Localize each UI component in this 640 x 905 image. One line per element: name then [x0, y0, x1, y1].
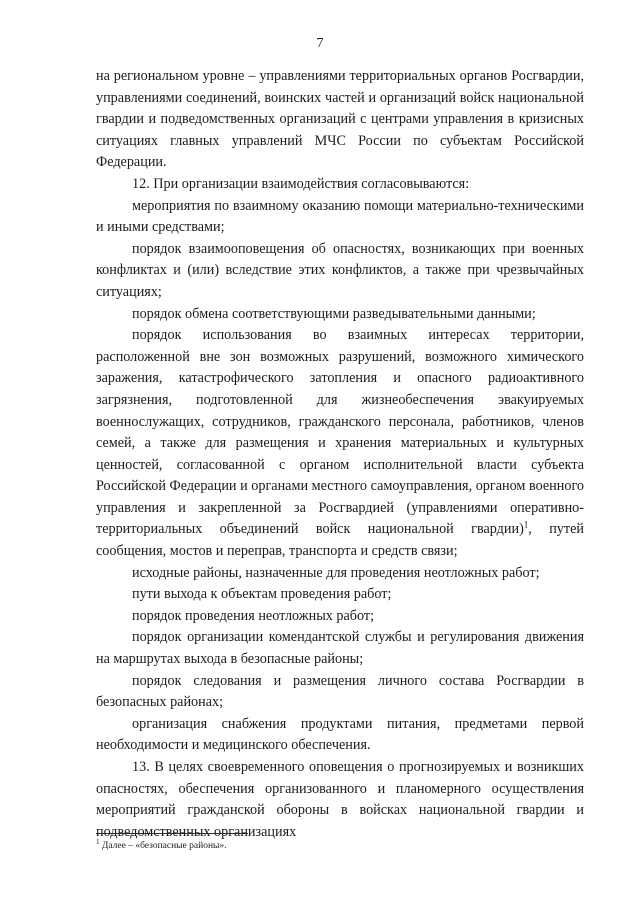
- paragraph-regional-level: на региональном уровне – управлениями территориальных органов Росгвардии, управлениями соединений, воинских частей и организаций войск национальной гвардии и подведомственных организаций с центрами управления в кризисных ситуациях главных управлений МЧС России по субъектам Российской Федерации.: [96, 68, 584, 171]
- paragraph-mutual-notification: порядок взаимооповещения об опасностях, возникающих при военных конфликтах и (или) вследствие этих конфликтов, а также при чрезвычайных ситуациях;: [96, 240, 584, 300]
- paragraph-13: 13. В целях своевременного оповещения о прогнозируемых и возникших опасностях, обеспечения организованного и планомерного осуществления мероприятий гражданской обороны в войсках национальной гвардии и подведомственных организациях: [96, 759, 584, 840]
- footnote-text: Далее – «безопасные районы».: [99, 841, 227, 851]
- footnote-divider: [96, 833, 248, 834]
- paragraph-personnel-movement: порядок следования и размещения личного состава Росгвардии в безопасных районах;: [96, 672, 584, 711]
- footnote-reference: 1: [523, 519, 529, 530]
- paragraph-territory-use-text: порядок использования во взаимных интересах территории, расположенной вне зон возможных разрушений, возможного химического заражения, катастрофического затопления и опасного радиоактивного загрязнения, подготовленной для жизнеобеспечения эвакуируемых военнослужащих, сотрудников, гражданского персонала, работников, членов семей, а также для размещения и хранения материальных и культурных ценностей, согласованной с органом исполнительной власти субъекта Российской Федерации и органами местного самоуправления, органом военного управления и закрепленной за Росгвардией (управлениями оперативно-территориальных объединений войск национальной гвардии): [96, 327, 584, 538]
- paragraph-intelligence-exchange: порядок обмена соответствующими разведывательными данными;: [132, 305, 536, 322]
- paragraph-commandant-service: порядок организации комендантской службы и регулирования движения на маршрутах выхода в безопасные районы;: [96, 629, 584, 668]
- paragraph-exit-routes: пути выхода к объектам проведения работ;: [132, 586, 392, 603]
- paragraph-mutual-assistance: мероприятия по взаимному оказанию помощи материально-техническими и иными средствами;: [96, 197, 584, 236]
- paragraph-territory-use-tail: , путей сообщения, мостов и переправ, транспорта и средств связи;: [96, 521, 584, 560]
- page-number: 7: [316, 36, 324, 51]
- footnote-mark: 1: [96, 837, 100, 846]
- paragraph-staging-areas: исходные районы, назначенные для проведения неотложных работ;: [132, 564, 540, 581]
- paragraph-12-heading: 12. При организации взаимодействия согласовываются:: [132, 175, 470, 192]
- paragraph-urgent-works: порядок проведения неотложных работ;: [132, 607, 375, 624]
- document-body: [96, 66, 584, 843]
- footnote: [96, 837, 227, 852]
- paragraph-territory-use: [96, 325, 584, 563]
- paragraph-supply-organization: организация снабжения продуктами питания, предметами первой необходимости и медицинского обеспечения.: [96, 715, 584, 754]
